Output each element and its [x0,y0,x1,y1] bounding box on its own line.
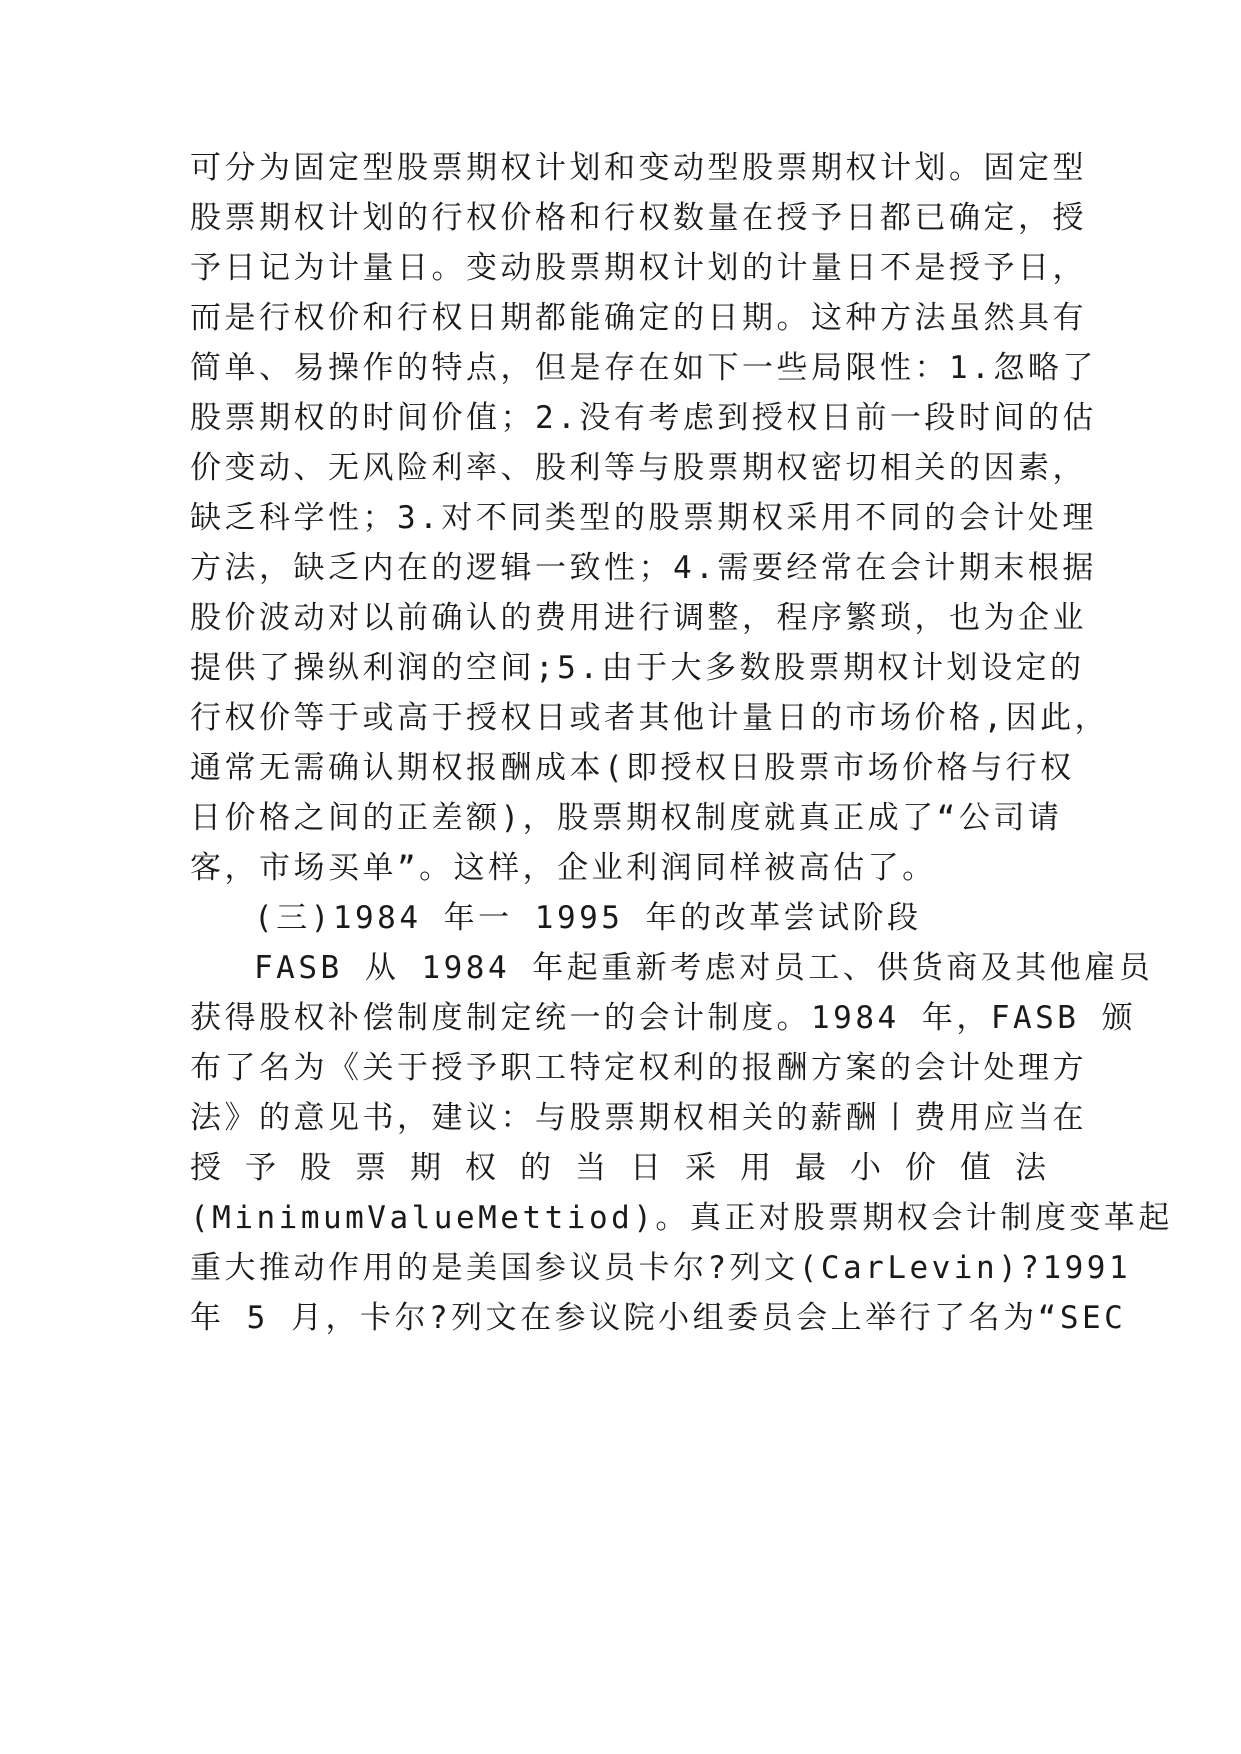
justified-char: 予 [245,1150,276,1186]
section-heading: (三)1984 年一 1995 年的改革尝试阶段 [254,900,922,936]
text-line: 价变动、无风险利率、股利等与股票期权密切相关的因素， [190,450,1087,486]
text-line: 重大推动作用的是美国参议员卡尔?列文(CarLevin)?1991 [190,1250,1132,1286]
text-line: 予日记为计量日。变动股票期权计划的计量日不是授予日， [190,250,1087,286]
justified-char: 值 [960,1150,991,1186]
text-line: 股票期权的时间价值；2.没有考虑到授权日前一段时间的估 [190,400,1097,436]
justified-char: 股 [300,1150,331,1186]
text-line: 可分为固定型股票期权计划和变动型股票期权计划。固定型 [190,150,1087,186]
text-line: 股票期权计划的行权价格和行权数量在授予日都已确定，授 [190,200,1087,236]
justified-char: 期 [410,1150,441,1186]
text-line: (MinimumValueMettiod)。真正对股票期权会计制度变革起 [190,1200,1173,1236]
justified-char: 采 [685,1150,716,1186]
text-line: 获得股权补偿制度制定统一的会计制度。1984 年，FASB 颁 [190,1000,1137,1036]
justified-char: 权 [465,1150,496,1186]
justified-char: 的 [520,1150,551,1186]
justified-char: 用 [740,1150,771,1186]
justified-char: 价 [905,1150,936,1186]
text-line: 缺乏科学性；3.对不同类型的股票期权采用不同的会计处理 [190,500,1097,536]
text-line: 年 5 月，卡尔?列文在参议院小组委员会上举行了名为“SEC [190,1300,1127,1336]
text-line: 简单、易操作的特点，但是存在如下一些局限性：1.忽略了 [190,350,1097,386]
text-line: 而是行权价和行权日期都能确定的日期。这种方法虽然具有 [190,300,1087,336]
text-line: 行权价等于或高于授权日或者其他计量日的市场价格,因此， [190,700,1110,736]
justified-char: 当 [575,1150,606,1186]
text-line: 布了名为《关于授予职工特定权利的报酬方案的会计处理方 [190,1050,1087,1086]
text-line: 股价波动对以前确认的费用进行调整，程序繁琐，也为企业 [190,600,1087,636]
text-line: 客，市场买单”。这样，企业利润同样被高估了。 [190,850,937,886]
justified-char: 法 [1015,1150,1046,1186]
text-line: 通常无需确认期权报酬成本(即授权日股票市场价格与行权 [190,750,1075,786]
text-line-justified [190,1148,1046,1188]
text-line: 日价格之间的正差额)，股票期权制度就真正成了“公司请 [190,800,1063,836]
justified-char: 授 [190,1150,221,1186]
text-line: 提供了操纵利润的空间;5.由于大多数股票期权计划设定的 [190,650,1085,686]
text-line: 方法，缺乏内在的逻辑一致性；4.需要经常在会计期末根据 [190,550,1097,586]
text-line: FASB 从 1984 年起重新考虑对员工、供货商及其他雇员 [254,950,1154,986]
justified-char: 日 [630,1150,661,1186]
justified-char: 票 [355,1150,386,1186]
justified-char: 最 [795,1150,826,1186]
text-line: 法》的意见书，建议：与股票期权相关的薪酬丨费用应当在 [190,1100,1087,1136]
justified-char: 小 [850,1150,881,1186]
